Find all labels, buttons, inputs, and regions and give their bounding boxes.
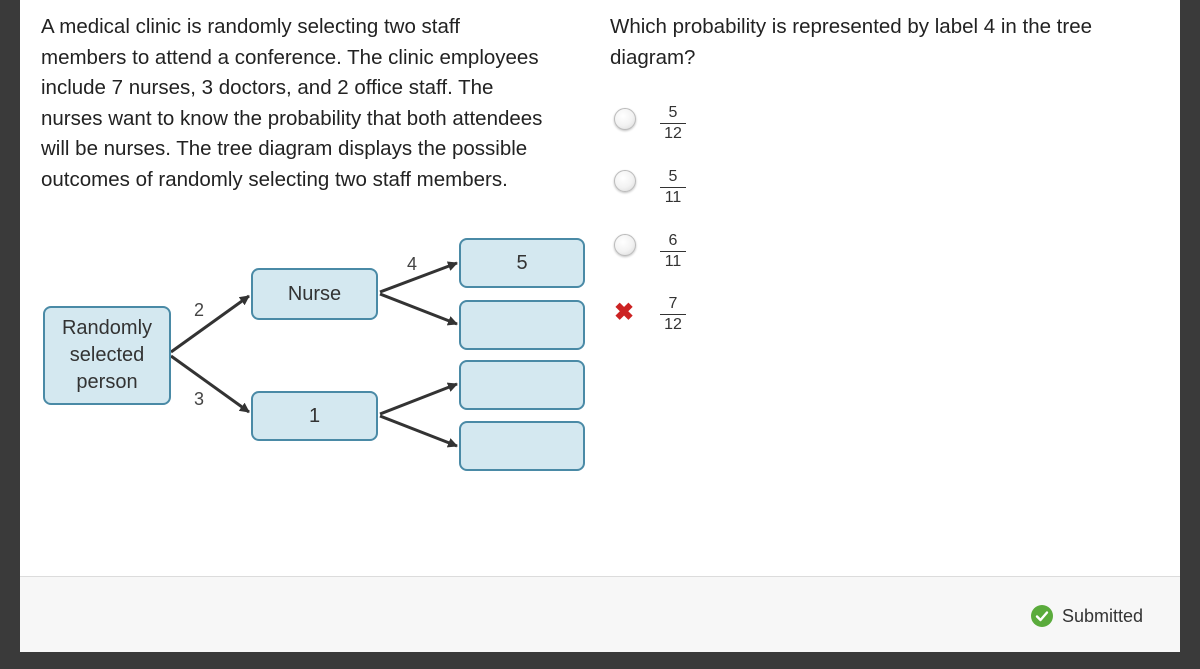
branch-nurse-leaf1 bbox=[380, 263, 457, 292]
radio-button[interactable] bbox=[614, 170, 636, 192]
fraction bbox=[658, 104, 688, 143]
answer-choice[interactable] bbox=[612, 232, 812, 282]
branch-root-nurse bbox=[171, 296, 249, 352]
numerator: 5 bbox=[668, 168, 678, 185]
prompt-line: members to attend a conference. The clinic employees bbox=[41, 45, 539, 69]
question-text bbox=[610, 12, 1150, 73]
submission-status bbox=[1031, 603, 1143, 629]
root-line: Randomly bbox=[61, 317, 153, 339]
answer-choice[interactable] bbox=[612, 168, 812, 218]
numerator: 7 bbox=[668, 295, 678, 312]
branch-label-3: 3 bbox=[194, 389, 205, 409]
fraction bbox=[658, 168, 688, 207]
answer-choice[interactable] bbox=[612, 295, 812, 345]
denominator: 12 bbox=[664, 125, 682, 142]
branch-nurse-leaf2 bbox=[380, 294, 457, 324]
branch-root-other bbox=[171, 356, 249, 412]
answer-choice[interactable] bbox=[612, 104, 812, 154]
prompt-line: outcomes of randomly selecting two staff members. bbox=[41, 167, 508, 191]
fraction bbox=[658, 295, 688, 334]
leaf-node bbox=[459, 421, 585, 471]
prompt-line: include 7 nurses, 3 doctors, and 2 office staff. The bbox=[41, 76, 494, 99]
prompt-line: A medical clinic is randomly selecting two staff bbox=[41, 15, 460, 38]
leaf-node: 5 bbox=[459, 238, 585, 288]
branch-other-leaf4 bbox=[380, 416, 457, 446]
branch-other-leaf3 bbox=[380, 384, 457, 414]
root-line: person bbox=[76, 371, 138, 393]
numerator: 6 bbox=[668, 232, 678, 249]
tree-diagram bbox=[0, 0, 600, 500]
denominator: 12 bbox=[664, 316, 682, 333]
question-line: diagram? bbox=[610, 45, 696, 69]
fraction bbox=[658, 232, 688, 271]
check-circle-icon bbox=[1031, 605, 1053, 627]
root-line: selected bbox=[69, 344, 145, 366]
radio-button[interactable] bbox=[614, 108, 636, 130]
prompt-line: nurses want to know the probability that both attendees bbox=[41, 106, 543, 130]
branch-label-2: 2 bbox=[194, 300, 205, 320]
footer-bar bbox=[20, 576, 1180, 652]
root-node bbox=[43, 306, 171, 405]
denominator: 11 bbox=[664, 189, 682, 206]
leaf-node bbox=[459, 360, 585, 410]
branch-label-4: 4 bbox=[407, 254, 418, 274]
submitted-label: Submitted bbox=[1062, 605, 1144, 626]
numerator: 5 bbox=[668, 104, 678, 121]
denominator: 11 bbox=[664, 253, 682, 270]
nurse-node: Nurse bbox=[251, 268, 378, 320]
question-line: Which probability is represented by label 4 in the tree bbox=[610, 15, 1093, 38]
incorrect-x-icon: ✖ bbox=[614, 299, 635, 326]
other-node: 1 bbox=[251, 391, 378, 441]
prompt-line: will be nurses. The tree diagram displays the possible bbox=[41, 137, 528, 160]
leaf-node bbox=[459, 300, 585, 350]
radio-button[interactable] bbox=[614, 234, 636, 256]
